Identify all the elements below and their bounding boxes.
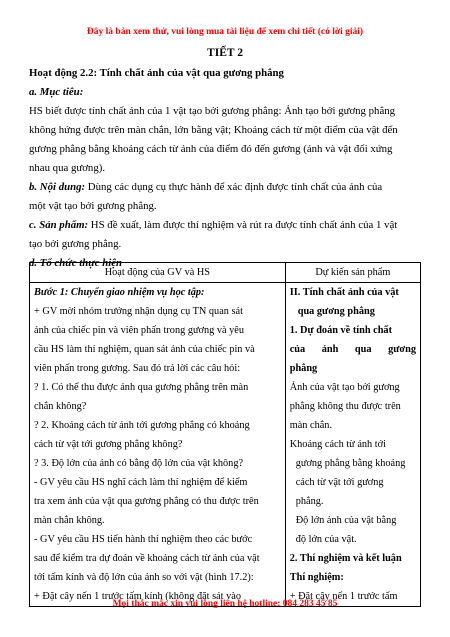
objective-line-4: nhau qua gương). [29,162,106,174]
left-line: tra xem ảnh của vật qua gương phẳng có thu được trên [34,496,259,507]
left-line: viên phấn trong gương. Sau đó trả lời các câu hỏi: [34,363,241,374]
right-line: gương phẳng bằng khoảng [295,458,406,469]
product-heading: c. Sản phẩm: [29,219,89,231]
section-heading: qua gương phẳng [297,306,375,317]
right-line: màn chắn. [289,420,333,431]
prediction-heading: phẳng [289,363,318,374]
experiment-label: Thí nghiệm: [289,572,344,583]
right-line: độ lớn của vật. [295,534,357,545]
left-line: ? 1. Có thể thu được ảnh qua gương phẳng trên màn [34,382,249,393]
content-line-2: một vật tạo bởi gương phẳng. [29,200,157,212]
right-line: + Đặt cây nến 1 trước tấm [289,591,398,602]
lesson-plan-table [29,262,421,607]
organization-heading: d. Tổ chức thực hiện [29,257,123,269]
right-line: Độ lớn ảnh của vật bằng [295,515,397,526]
right-line: cách từ vật tới gương [295,477,384,488]
objective-line-1: HS biết được tính chất ảnh của 1 vật tạo bởi gương phẳng: Ảnh tạo bởi gương phẳng [29,105,396,117]
teacher-student-cell [30,283,286,607]
left-line: - GV yêu cầu HS tiến hành thí nghiệm theo các bước [34,534,253,545]
preview-banner: Đây là bản xem thử, vui lòng mua tài liệu để xem chi tiết (có lời giải) [86,27,364,37]
step-title: Bước 1: Chuyển giao nhiệm vụ học tập: [34,287,205,298]
activity-title: Hoạt động 2.2: Tính chất ảnh của vật qua gương phẳng [29,67,284,79]
left-line: + GV mời nhóm trưởng nhận dụng cụ TN quan sát [34,306,243,317]
right-line: phẳng. [295,496,324,507]
product-line-2: tạo bởi gương phẳng. [29,238,122,250]
prediction-heading: 1. Dự đoán về tính chất [289,325,393,336]
prediction-heading: của ảnh qua gương [289,344,416,355]
right-line: Ảnh của vật tạo bởi gương [289,382,400,393]
left-line: - GV yêu cầu HS nghĩ cách làm thí nghiệm để kiểm [34,477,248,488]
experiment-heading: 2. Thí nghiệm và kết luận [289,553,402,564]
right-line: phẳng không thu được trên [289,401,401,412]
expected-product-cell [285,283,420,607]
header-expected-product: Dự kiến sản phẩm [285,263,420,283]
left-line: màn chắn không. [34,515,105,526]
lesson-content [29,62,421,273]
left-line: + Đặt cây nến 1 trước tấm kính (không đặt sát vào [34,591,241,602]
left-line: tới tấm kính và độ lớn của ảnh so với vật (hình 17.2): [34,572,254,583]
right-line: Khoảng cách từ ảnh tới [289,439,386,450]
header-teacher-student: Hoạt động của GV và HS [30,263,286,283]
content-line-1 [29,178,421,197]
objective-line-2: không hứng được trên màn chắn, lớn bằng vật; Khoảng cách từ một điểm của vật đến [29,124,398,136]
left-line: chắn không? [34,401,87,412]
table-header-row [30,263,421,283]
product-text: HS đề xuất, làm được thí nghiệm và rút ra được tính chất ảnh của 1 vật [88,219,398,231]
hotline-banner: Mọi thắc mắc xin vui lòng liên hệ hotline: 084 283 45 85 [112,599,338,609]
left-line: cách từ vật tới gương phẳng không? [34,439,183,450]
objective-heading: a. Mục tiêu: [29,86,84,98]
left-line: sau để kiểm tra dự đoán về khoảng cách từ ảnh của vật [34,553,260,564]
table-row [30,283,421,607]
left-line: ? 3. Độ lớn của ảnh có bằng độ lớn của vật không? [34,458,244,469]
section-heading: II. Tính chất ảnh của vật [289,287,399,298]
left-line: ảnh của chiếc pin và viên phấn trong gương và yêu [34,325,245,336]
lesson-title: TIẾT 2 [207,47,243,59]
product-line-1 [29,216,421,235]
left-line: cầu HS làm thí nghiệm, quan sát ảnh của chiếc pin và [34,344,255,355]
objective-line-3: gương phẳng bằng khoảng cách từ ảnh của điểm đó đến gương (ảnh và vật đối xứng [29,143,393,155]
content-text: Dùng các dụng cụ thực hành để xác định được tính chất của ảnh của [85,181,383,193]
content-heading: b. Nội dung: [29,181,86,193]
left-line: ? 2. Khoảng cách từ ảnh tới gương phẳng có khoảng [34,420,250,431]
